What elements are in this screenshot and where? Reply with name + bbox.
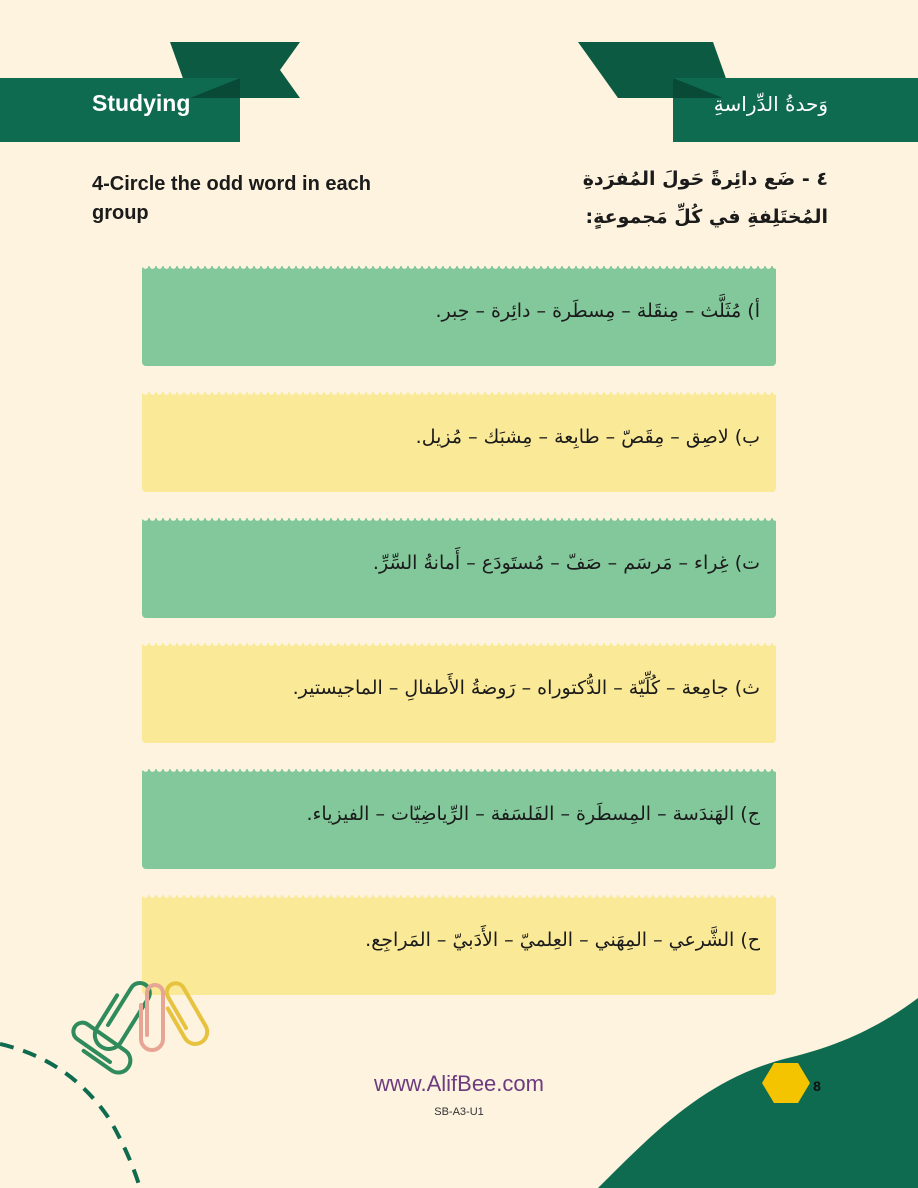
english-title-banner bbox=[0, 42, 300, 142]
word-group-th bbox=[142, 647, 776, 743]
word-group-text[interactable]: ث) جامِعة – كُلِّيّة – الدُّكتوراه – رَوضةُ الأَطفالِ – الماجيستير. bbox=[292, 677, 760, 699]
word-group-a bbox=[142, 270, 776, 366]
word-group-j bbox=[142, 773, 776, 869]
word-group-text[interactable]: أ) مُثَلَّث – مِنقَلة – مِسطَرة – دائِرة – حِبر. bbox=[435, 300, 760, 322]
strip-scalloped-edge bbox=[142, 266, 776, 276]
arabic-instruction bbox=[488, 160, 828, 236]
word-group-t bbox=[142, 522, 776, 618]
yellow-paperclip-icon bbox=[158, 980, 211, 1048]
book-code: SB-A3-U1 bbox=[434, 1106, 484, 1118]
english-instruction: 4-Circle the odd word in each group bbox=[92, 173, 371, 224]
word-group-text[interactable]: ح) الشَّرعي – المِهَني – العِلميّ – الأَدَبيّ – المَراجِع. bbox=[365, 929, 760, 951]
website-link[interactable]: www.AlifBee.com bbox=[374, 1071, 544, 1096]
word-group-text[interactable]: ب) لاصِق – مِقَصّ – طابِعة – مِشبَك – مُزيل. bbox=[415, 426, 760, 448]
arabic-instruction-line-2: المُختَلِفةِ في كُلِّ مَجموعةٍ: bbox=[585, 206, 828, 228]
arabic-title-banner bbox=[578, 42, 918, 142]
strip-scalloped-edge bbox=[142, 769, 776, 779]
page-number: 8 bbox=[813, 1078, 821, 1094]
strip-scalloped-edge bbox=[142, 643, 776, 653]
arabic-instruction-line-1: ٤ - ضَع دائِرةً حَولَ المُفرَدةِ bbox=[582, 168, 828, 190]
english-unit-title: Studying bbox=[92, 90, 191, 116]
pink-paperclip-icon bbox=[141, 985, 163, 1050]
strip-scalloped-edge bbox=[142, 518, 776, 528]
green-paperclip-icon bbox=[90, 980, 154, 1054]
strip-scalloped-edge bbox=[142, 392, 776, 402]
arabic-unit-title: وَحدةُ الدِّراسةِ bbox=[713, 92, 828, 116]
word-group-text[interactable]: ت) غِراء – مَرسَم – صَفّ – مُستَودَع – أَمانةُ السِّرِّ. bbox=[372, 552, 760, 574]
word-group-text[interactable]: ج) الهَندَسة – المِسطَرة – الفَلسَفة – الرِّياضِيّات – الفيزياء. bbox=[306, 803, 760, 825]
word-group-b bbox=[142, 396, 776, 492]
strip-scalloped-edge bbox=[142, 895, 776, 905]
